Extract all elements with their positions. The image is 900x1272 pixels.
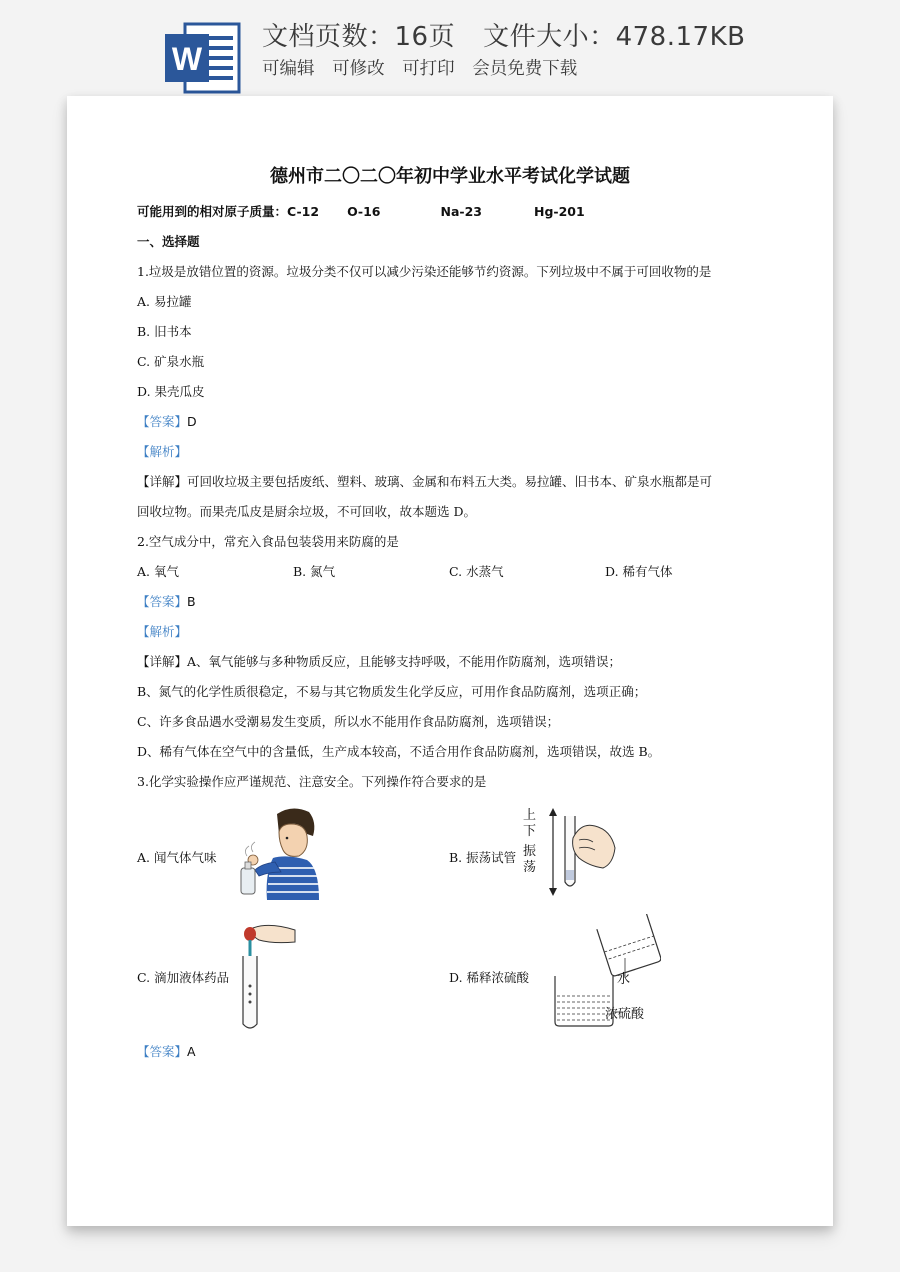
q3-option-b: B. 振荡试管 [449, 850, 517, 865]
q1-answer-tag: 【答案】 [137, 414, 188, 429]
feature-printable: 可打印 [402, 59, 455, 79]
diluting-acid-illustration [551, 914, 661, 1030]
fig-b-char-4: 荡 [523, 860, 537, 875]
fig-b-char-3: 振 [523, 844, 537, 859]
q2-answer-value: B [187, 594, 196, 609]
svg-text:W: W [171, 41, 203, 77]
q1-detail-2: 回收垃物。而果壳瓜皮是厨余垃圾，不可回收，故本题选 D。 [137, 504, 476, 519]
document-body [67, 96, 833, 1226]
q3-option-c: C. 滴加液体药品 [137, 970, 230, 985]
q3-option-d: D. 稀释浓硫酸 [449, 970, 530, 985]
q2-detail-1: 【详解】A、氧气能够与多种物质反应，且能够支持呼吸，不能用作防腐剂，选项错误； [137, 654, 622, 669]
section-heading: 一、选择题 [137, 234, 200, 249]
q2-option-b: B. 氮气 [293, 564, 336, 579]
feature-editable: 可编辑 [262, 59, 315, 79]
q3-answer-tag: 【答案】 [137, 1044, 188, 1059]
header-features [262, 55, 589, 80]
q1-option-d: D. 果壳瓜皮 [137, 384, 205, 399]
q2-option-c: C. 水蒸气 [449, 564, 504, 579]
q2-option-a: A. 氧气 [137, 564, 179, 579]
q2-detail-3: C、许多食品遇水受潮易发生变质，所以水不能用作食品防腐剂，选项错误； [137, 714, 560, 729]
fig-d-water-label: 水 [617, 972, 631, 987]
mass-o: O-16 [347, 204, 381, 219]
fig-b-char-2: 下 [523, 824, 537, 839]
q2-option-d: D. 稀有气体 [605, 564, 673, 579]
smelling-gas-illustration [237, 804, 323, 900]
shaking-test-tube-illustration [523, 808, 619, 898]
q2-answer-tag: 【答案】 [137, 594, 188, 609]
word-document-icon [163, 20, 243, 96]
dropping-liquid-illustration [239, 920, 299, 1032]
q2-detail-4: D、稀有气体在空气中的含量低，生产成本较高，不适合用作食品防腐剂，选项错误，故选 B。 [137, 744, 661, 759]
q1-option-a: A. 易拉罐 [137, 294, 192, 309]
q1-detail-1: 【详解】可回收垃圾主要包括废纸、塑料、玻璃、金属和布料五大类。易拉罐、旧书本、矿泉水瓶都是可 [137, 474, 713, 489]
q1-answer [137, 412, 197, 430]
q2-answer [137, 592, 196, 610]
q3-stem: 3.化学实验操作应严谨规范、注意安全。下列操作符合要求的是 [137, 774, 487, 789]
fig-d-acid-label: 浓硫酸 [605, 1007, 645, 1022]
mass-hg: Hg-201 [534, 204, 585, 219]
atomic-mass-line [137, 202, 585, 220]
q3-option-a: A. 闻气体气味 [137, 850, 217, 865]
mass-c: C-12 [287, 204, 320, 219]
q2-analysis-tag: 【解析】 [137, 624, 188, 639]
atomic-mass-label: 可能用到的相对原子质量： [137, 204, 288, 219]
header-file-info [262, 16, 745, 53]
q3-answer [137, 1042, 196, 1060]
q1-option-b: B. 旧书本 [137, 324, 192, 339]
q1-stem: 1.垃圾是放错位置的资源。垃圾分类不仅可以减少污染还能够节约资源。下列垃圾中不属于可回收物的是 [137, 264, 712, 279]
page-count: 文档页数：16页 [262, 22, 456, 52]
q2-stem: 2.空气成分中，常充入食品包装袋用来防腐的是 [137, 534, 399, 549]
q2-detail-2: B、氮气的化学性质很稳定，不易与其它物质发生化学反应，可用作食品防腐剂，选项正确； [137, 684, 647, 699]
feature-modifiable: 可修改 [332, 59, 385, 79]
q1-analysis-tag: 【解析】 [137, 444, 188, 459]
fig-b-char-1: 上 [523, 808, 537, 823]
q1-option-c: C. 矿泉水瓶 [137, 354, 205, 369]
mass-na: Na-23 [440, 204, 482, 219]
feature-member-download: 会员免费下载 [472, 59, 578, 79]
q1-answer-value: D [187, 414, 197, 429]
document-title: 德州市二〇二〇年初中学业水平考试化学试题 [270, 166, 630, 187]
q3-answer-value: A [187, 1044, 196, 1059]
document-page [67, 96, 833, 1226]
header [0, 0, 900, 100]
file-size: 文件大小：478.17KB [483, 22, 746, 52]
